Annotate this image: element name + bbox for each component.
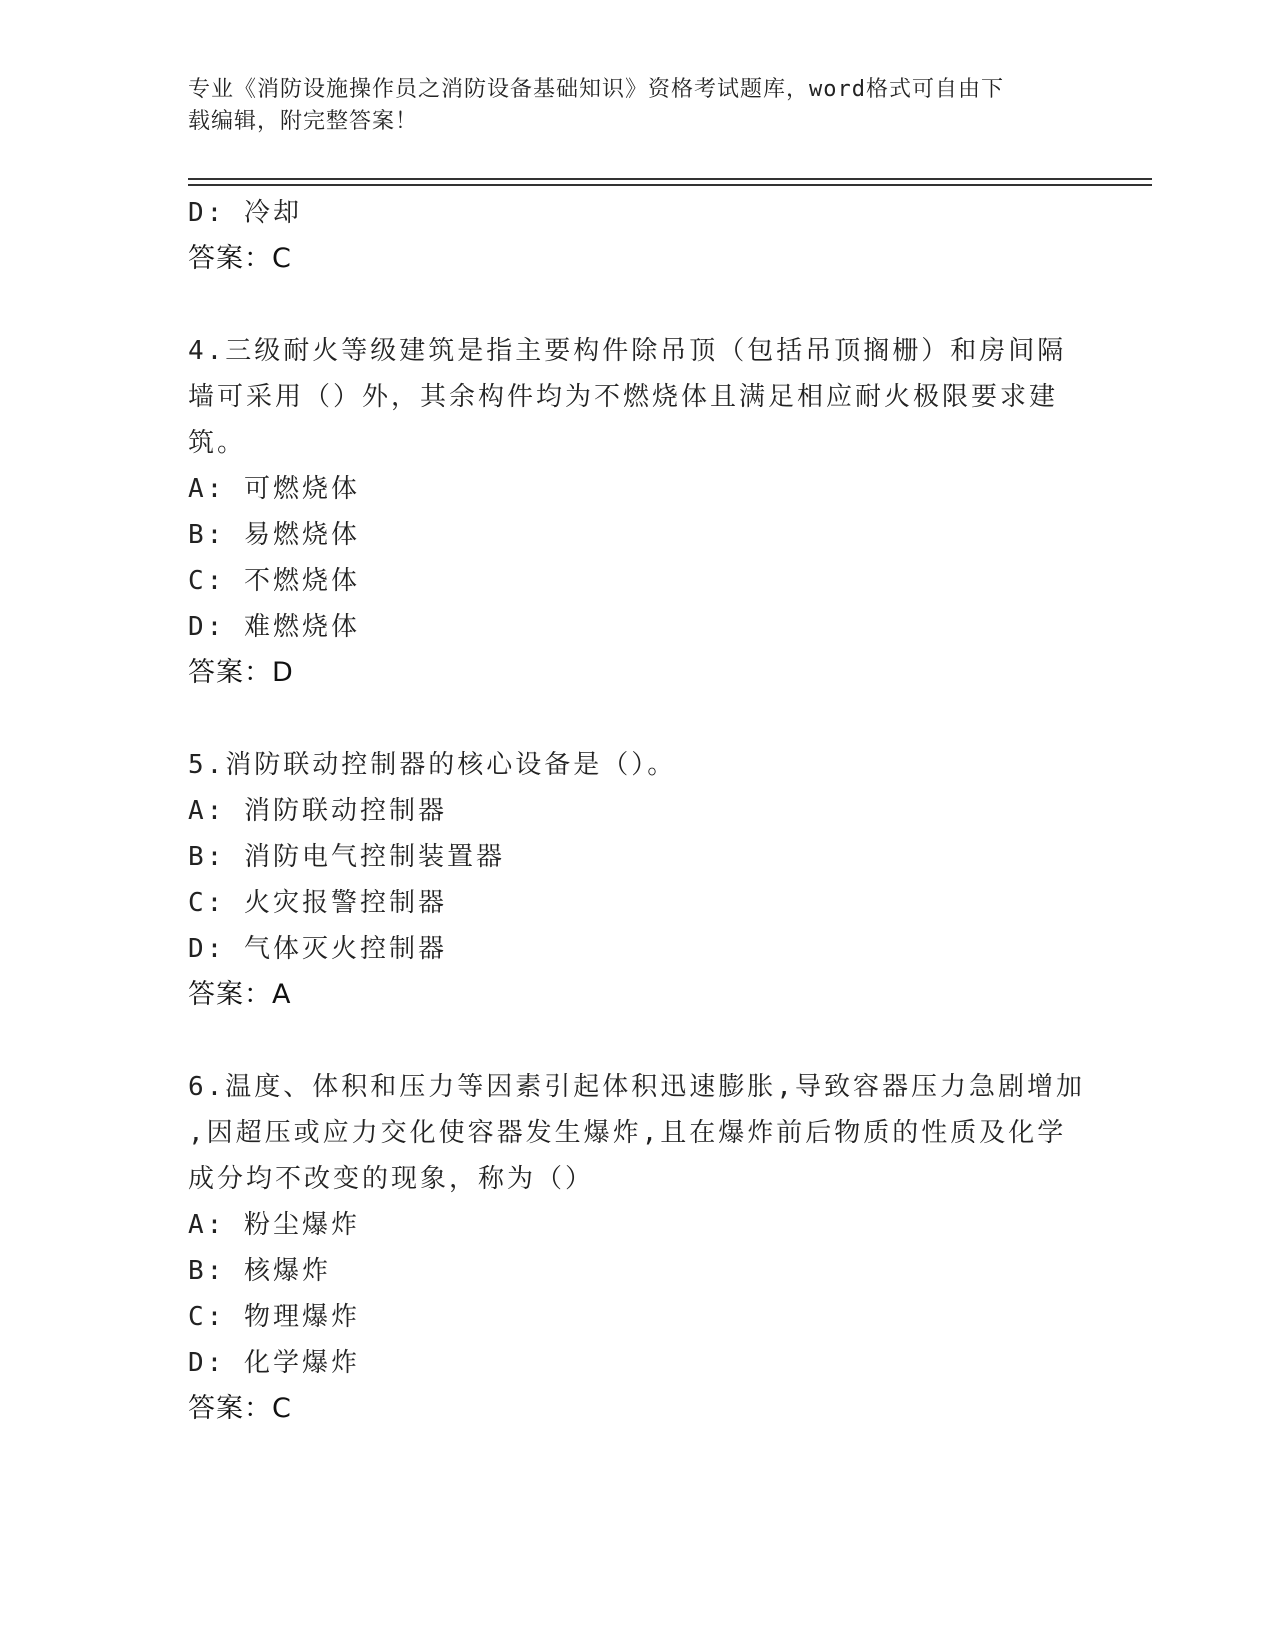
option-d: D: 气体灭火控制器 xyxy=(188,934,447,964)
option-c: C: 火灾报警控制器 xyxy=(188,888,447,918)
question-6 xyxy=(188,1064,1088,1432)
spacer xyxy=(188,696,1088,742)
option-b: B: 消防电气控制装置器 xyxy=(188,842,505,872)
question-content xyxy=(188,190,1088,1432)
header-line-2: 载编辑，附完整答案！ xyxy=(188,109,419,134)
document-header xyxy=(188,74,1078,138)
question-text-line-1: 5.消防联动控制器的核心设备是（）。 xyxy=(188,750,677,780)
spacer xyxy=(188,1018,1088,1064)
option-a: A: 消防联动控制器 xyxy=(188,796,447,826)
option-d: D: 化学爆炸 xyxy=(188,1348,360,1378)
option-a: A: 粉尘爆炸 xyxy=(188,1210,360,1240)
question-text-line-2: 墙可采用（）外，其余构件均为不燃烧体且满足相应耐火极限要求建 xyxy=(188,382,1059,412)
header-divider-top xyxy=(188,178,1152,180)
answer-line: 答案：C xyxy=(188,243,292,274)
option-b: B: 核爆炸 xyxy=(188,1256,331,1286)
question-5 xyxy=(188,742,1088,1018)
option-d: D: 冷却 xyxy=(188,198,302,228)
option-c: C: 物理爆炸 xyxy=(188,1302,360,1332)
question-text-line-3: 筑。 xyxy=(188,428,247,458)
question-text-line-3: 成分均不改变的现象，称为（） xyxy=(188,1164,595,1194)
question-text-line-2: ,因超压或应力交化使容器发生爆炸,且在爆炸前后物质的性质及化学 xyxy=(188,1118,1067,1148)
answer-line: 答案：D xyxy=(188,657,294,688)
spacer xyxy=(188,282,1088,328)
option-d: D: 难燃烧体 xyxy=(188,612,360,642)
option-b: B: 易燃烧体 xyxy=(188,520,360,550)
question-text-line-1: 4.三级耐火等级建筑是指主要构件除吊顶（包括吊顶搁栅）和房间隔 xyxy=(188,336,1067,366)
question-3-fragment xyxy=(188,190,1088,282)
question-text-line-1: 6.温度、体积和压力等因素引起体积迅速膨胀,导致容器压力急剧增加 xyxy=(188,1072,1085,1102)
option-a: A: 可燃烧体 xyxy=(188,474,360,504)
option-c: C: 不燃烧体 xyxy=(188,566,360,596)
answer-line: 答案：A xyxy=(188,979,292,1010)
header-line-1: 专业《消防设施操作员之消防设备基础知识》资格考试题库，word格式可自由下 xyxy=(188,77,1004,102)
question-4 xyxy=(188,328,1088,696)
answer-line: 答案：C xyxy=(188,1393,292,1424)
header-divider-bottom xyxy=(188,184,1152,186)
